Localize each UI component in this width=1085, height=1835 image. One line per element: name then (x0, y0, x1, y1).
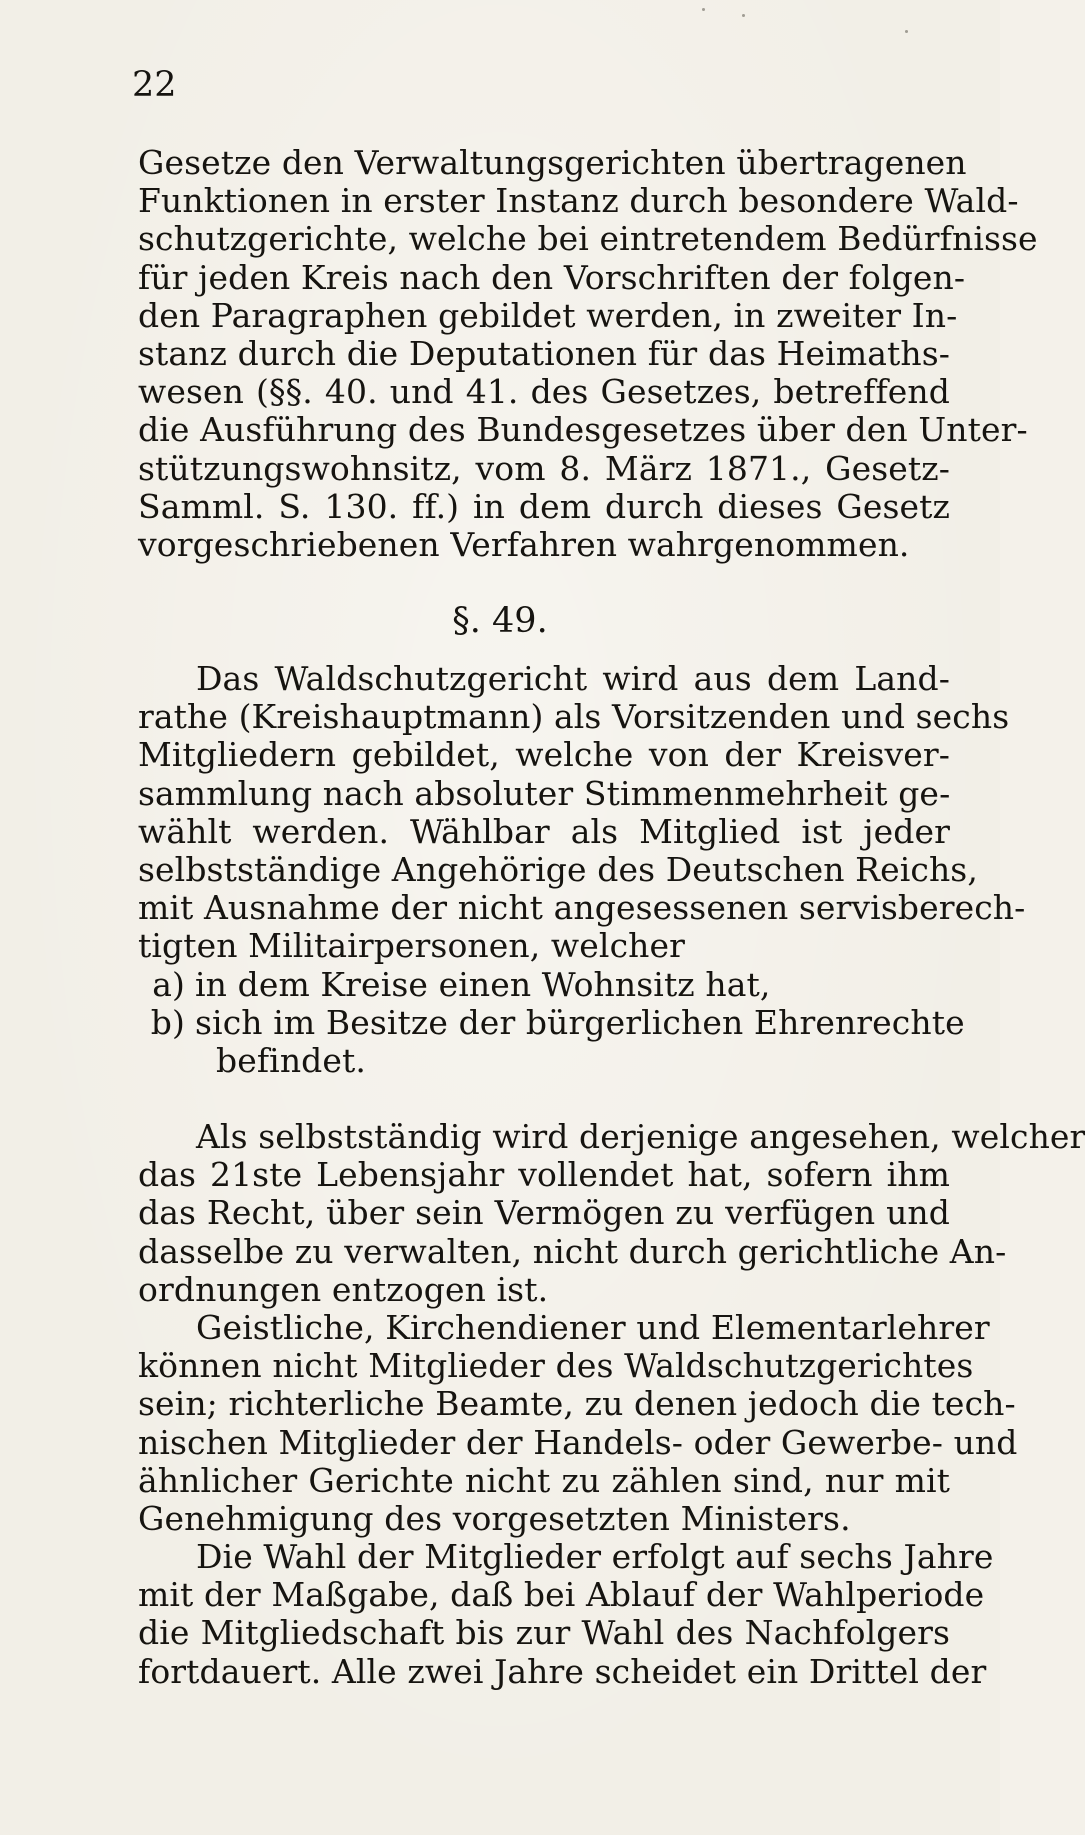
text-line: die Ausführung des Bundesgesetzes über den Unter- (138, 410, 1028, 450)
text-line: tigten Militairpersonen, welcher (138, 926, 686, 966)
text-line: Funktionen in erster Instanz durch besondere Wald- (138, 181, 1019, 221)
text-line: fortdauert. Alle zwei Jahre scheidet ein Drittel der (138, 1651, 987, 1691)
text-line: Das Waldschutzgericht wird aus dem Land- (196, 659, 950, 698)
list-item (138, 966, 950, 1004)
text-line: die Mitgliedschaft bis zur Wahl des Nachfolgers (138, 1613, 950, 1653)
text-line: dasselbe zu verwalten, nicht durch gerichtliche An- (138, 1231, 1007, 1271)
text-line: sein; richterliche Beamte, zu denen jedoch die tech- (138, 1384, 1016, 1424)
list-marker: b) (150, 1002, 185, 1042)
list-item (138, 1002, 965, 1042)
text-line: Mitgliedern gebildet, welche von der Kreisver- (138, 735, 950, 775)
text-line: Genehmigung des vorgesetzten Ministers. (138, 1498, 851, 1538)
list-item-text: sich im Besitze der bürgerlichen Ehrenrechte (195, 1002, 965, 1042)
paragraph-continuation (138, 143, 1038, 564)
text-line: den Paragraphen gebildet werden, in zweiter In- (138, 295, 958, 335)
text-line: ordnungen entzogen ist. (138, 1269, 549, 1309)
text-line: sammlung nach absoluter Stimmenmehrheit ge- (138, 773, 951, 813)
paragraph-selbststaendig (138, 1117, 1085, 1309)
text-line: das Recht, über sein Vermögen zu verfügen und (138, 1193, 950, 1233)
text-line: rathe (Kreishauptmann) als Vorsitzenden und sechs (138, 697, 1010, 737)
text-line: stützungswohnsitz, vom 8. März 1871., Gesetz- (138, 448, 950, 488)
list-item-continuation: befindet. (216, 1040, 366, 1080)
paragraph-section-49 (138, 659, 1026, 1080)
text-line: das 21ste Lebensjahr vollendet hat, sofern ihm (138, 1155, 950, 1195)
text-line: mit der Maßgabe, daß bei Ablauf der Wahlperiode (138, 1575, 985, 1615)
text-line: Als selbstständig wird derjenige angesehen, welcher (196, 1117, 1085, 1156)
text-line: selbstständige Angehörige des Deutschen Reichs, (138, 849, 978, 889)
text-line: Die Wahl der Mitglieder erfolgt auf sechs Jahre (196, 1537, 994, 1576)
text-line: Geistliche, Kirchendiener und Elementarlehrer (196, 1308, 990, 1347)
text-line: mit Ausnahme der nicht angesessenen servisberech- (138, 888, 1026, 928)
text-line: nischen Mitglieder der Handels- oder Gewerbe- und (138, 1422, 1018, 1462)
paper-speck (742, 14, 745, 17)
text-line: können nicht Mitglieder des Waldschutzgerichtes (138, 1346, 974, 1386)
text-line: Gesetze den Verwaltungsgerichten übertragenen (138, 143, 967, 182)
text-line: wählt werden. Wählbar als Mitglied ist jeder (138, 811, 950, 851)
section-heading: §. 49. (452, 601, 548, 641)
paragraph-wahl (138, 1537, 994, 1691)
text-line: stanz durch die Deputationen für das Heimaths- (138, 333, 950, 373)
text-line: wesen (§§. 40. und 41. des Gesetzes, betreffend (138, 372, 950, 412)
paper-speck (905, 30, 908, 33)
list-item-text: in dem Kreise einen Wohnsitz hat, (195, 964, 771, 1004)
text-line: für jeden Kreis nach den Vorschriften der folgen- (138, 257, 966, 297)
page-number: 22 (132, 65, 177, 105)
paper-speck (702, 8, 705, 11)
text-line: Samml. S. 130. ff.) in dem durch dieses Gesetz (138, 486, 950, 526)
paragraph-geistliche (138, 1308, 1018, 1538)
text-line: ähnlicher Gerichte nicht zu zählen sind, nur mit (138, 1460, 950, 1500)
text-line: vorgeschriebenen Verfahren wahrgenommen. (138, 524, 910, 564)
list-marker: a) (152, 964, 185, 1004)
text-line: schutzgerichte, welche bei eintretendem Bedürfnisse (138, 219, 1038, 259)
